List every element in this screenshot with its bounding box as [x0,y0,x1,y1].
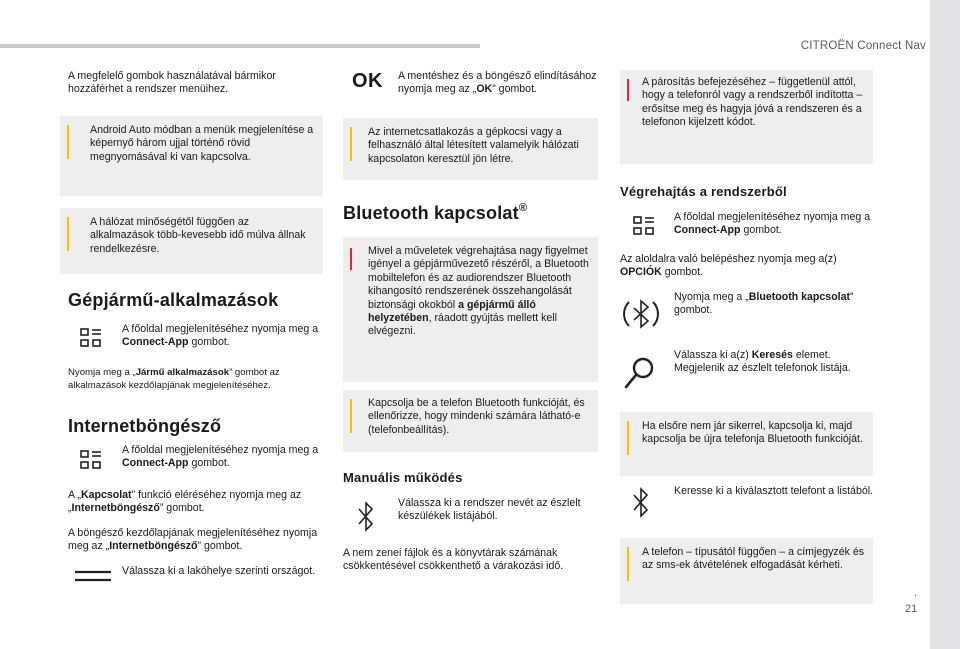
page-number: 21 [905,603,918,615]
browser-instruction: A főoldal megjelenítéséhez nyomja meg a Connect-App gombot. [122,444,319,470]
intro-text: A megfelelő gombok használatával bármikor hozzáférhet a rendszer menüihez. [68,70,276,96]
system-instruction: A főoldal megjelenítéséhez nyomja meg a Connect-App gombot. [674,211,871,237]
note-text: Ha elsőre nem jár sikerrel, kapcsolja ki, majd kapcsolja be újra telefonja Bluetooth funkcióját. [642,420,863,446]
bluetooth-icon [631,486,651,520]
info-bar-icon [627,421,629,455]
connect-app-icon [633,216,655,236]
note-text: Az internetcsatlakozás a gépkocsi vagy a felhasználó által létesített valamelyik hálózati kapcsolaton keresztül jön létre. [368,126,579,165]
ok-button-icon: OK [352,70,383,92]
warning-text: A párosítás befejezéséhez – függetlenül attól, hogy a telefonról vagy a rendszerből indította – erősítse meg és hagyja jóvá a rendszeren és a telefonon kijelzett kódot. [642,76,863,129]
info-note-connect [343,390,598,452]
heading-bluetooth: Bluetooth kapcsolat® [343,202,528,223]
country-instruction: Válassza ki a lakóhelye szerinti országot. [122,565,316,577]
info-bar-icon [67,217,69,251]
vehicle-apps-instruction: A főoldal megjelenítéséhez nyomja meg a Connect-App gombot. [122,323,319,349]
heading-browser: Internetböngésző [68,416,222,436]
warning-text: Mivel a műveletek végrehajtása nagy figyelmet igényel a gépjárművezető részéről, a Bluetooth mobiltelefon és az audiorendszer Bluetooth kihangosító rendszerének összehangolását biztonsági okokból a gépjármű álló helyzetében, ráadott gyújtás mellett kell elvégezni. [368,245,589,338]
text-field-icon [74,570,112,582]
header-title: CITROËN Connect Nav [800,40,926,52]
options-instruction: Az aloldalra való belépéshez nyomja meg a(z) OPCIÓK gombot. [620,253,837,279]
info-bar-icon [350,399,352,433]
warning-bar-icon [350,248,352,270]
info-note-internet [343,118,598,180]
heading-vehicle-apps: Gépjármű-alkalmazások [68,290,279,310]
page-marker: . [914,587,918,599]
info-bar-icon [350,127,352,161]
manual-instruction: Válassza ki a rendszer nevét az észlelt készülékek listájából. [398,497,581,523]
browser-para-1: A „Kapcsolat” funkció eléréséhez nyomja meg az „Internetböngésző” gombot. [68,489,302,515]
info-bar-icon [627,547,629,581]
warning-note-bluetooth [343,237,598,382]
bluetooth-button-instruction: Nyomja meg a „Bluetooth kapcsolat” gombot. [674,291,854,317]
vehicle-apps-note: Nyomja meg a „Jármű alkalmazások” gombot az alkalmazások kezdőlapjának megjelenítéséhez. [68,367,280,391]
warning-note-pairing [620,70,873,164]
side-band [930,0,960,649]
bluetooth-connection-icon [621,294,661,334]
browser-para-2: A böngésző kezdőlapjának megjelenítéséhez nyomja meg az „Internetböngésző” gombot. [68,527,318,553]
warning-bar-icon [627,79,629,101]
info-note-sms [620,538,873,604]
search-icon [622,355,656,391]
select-phone-instruction: Keresse ki a kiválasztott telefont a listából. [674,485,874,497]
note-text: Android Auto módban a menük megjelenítése a képernyő három ujjal történő rövid megnyomásával ki van kapcsolva. [90,124,314,163]
info-note-android [60,116,323,196]
note-text: A hálózat minőségétől függően az alkalmazások több-kevesebb idő múlva állnak rendelkezésre. [90,216,306,255]
note-text: A telefon – típusától függően – a címjegyzék és az sms-ek átvételének elfogadását kérheti. [642,546,865,572]
ok-instruction: A mentéshez és a böngésző elindításához nyomja meg az „OK” gombot. [398,70,597,96]
info-note-network [60,208,323,274]
note-text: Kapcsolja be a telefon Bluetooth funkcióját, és ellenőrizze, hogy mindenki számára látható-e (telefonbeállítás). [368,397,585,436]
info-bar-icon [67,125,69,159]
search-instruction: Válassza ki a(z) Keresés elemet. Megjelenik az észlelt telefonok listája. [674,349,851,375]
heading-manual: Manuális működés [343,470,463,485]
manual-para: A nem zenei fájlok és a könyvtárak számának csökkentésével csökkenthető a várakozási idő. [343,547,564,573]
info-note-retry [620,412,873,476]
header-rule [0,44,480,48]
connect-app-icon [80,328,102,348]
heading-system: Végrehajtás a rendszerből [620,184,787,199]
bluetooth-icon [356,500,376,534]
connect-app-icon [80,450,102,470]
